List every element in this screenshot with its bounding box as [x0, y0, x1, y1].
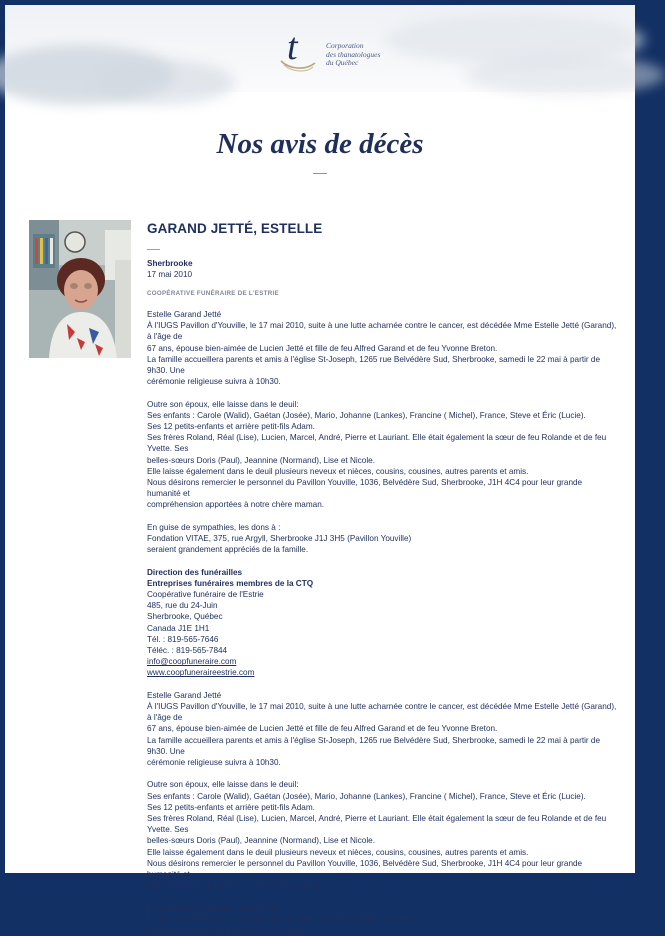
- email-link[interactable]: info@coopfuneraire.com: [147, 657, 237, 667]
- website-link[interactable]: www.coopfuneraireestrie.com: [147, 668, 255, 678]
- direction-title: Direction des funérailles: [147, 567, 243, 577]
- obituary-content: [147, 221, 617, 936]
- svg-text:t: t: [287, 26, 298, 68]
- obituary-city: Sherbrooke: [147, 259, 193, 268]
- title-divider: [313, 173, 327, 174]
- page-title: Nos avis de décès: [216, 128, 424, 160]
- ctq-logo-text: Corporation des thanatologues du Québec: [326, 41, 381, 67]
- obituary-date: 17 mai 2010: [147, 270, 193, 279]
- header-banner: [5, 5, 635, 92]
- deceased-name: GARAND JETTÉ, ESTELLE: [147, 221, 323, 236]
- name-divider: [147, 249, 160, 250]
- obituary-photo: [29, 220, 131, 358]
- ctq-logo-icon: [275, 25, 319, 75]
- page: [5, 5, 635, 936]
- obituary-text: Estelle Garand Jetté À l'IUGS Pavillon d'Youville, le 17 mai 2010, suite à une lutte acharnée contre le cancer, est décédée Mme Estelle Jetté (Garand), à l'âge de 67 ans, épouse bien-aimée de Lucien Jetté et fille de feu Alfred Garand et de feu Yvonne Breton. La famille accueillera parents et amis à l'église St-Joseph, 1265 rue Belvédère Sud, Sherbrooke, samedi le 22 mai à partir de 9h30. Une cérémonie religieuse suivra à 10h30. Outre son époux, elle laisse dans le deuil: Ses enfants : Carole (Walid), Gaétan (Josée), Mario, Johanne (Lankes), Francine ( Michel), France, Steve et Éric (Lucie). Ses 12 petits-enfants et arrière petit-fils Adam. Ses frères Roland, Réal (Lise), Lucien, Marcel, André, Pierre et Lauriant. Elle était également la sœur de feu Rolande et de feu Yvette. Ses belles-sœurs Doris (Paul), Jeannine (Normand), Lise et Nicole. Elle laisse également dans le deuil plusieurs neveux et nièces, cousins, cousines, autres parents et amis. Nous désirons remercier le personnel du Pavillon Youville, 1036, Belvédère Sud, Sherbrooke, J1H 4C4 pour leur grande humanité et compréhension apportées à notre chère maman. En guise de sympathies, les dons à : Fondation VITAE, 375, rue Argyll, Sherbrooke J1J 3H5 (Pavillon Youville) seraient grandement appréciés de la famille. Direction des funérailles Entreprises funéraires membres de la CTQ Coopérative funéraire de l'Estrie 485, rue du 24-Juin Sherbrooke, Québec Canada J1E 1H1 Tél. : 819-565-7646 Téléc. : 819-565-7844 info@coopfuneraire.com www.coopfuneraireestrie.com Estelle Garand Jetté À l'IUGS Pavillon d'Youville, le 17 mai 2010, suite à une lutte acharnée contre le cancer, est décédée Mme Estelle Jetté (Garand), à l'âge de 67 ans, épouse bien-aimée de Lucien Jetté et fille de feu Alfred Garand et de feu Yvonne Breton. La famille accueillera parents et amis à l'église St-Joseph, 1265 rue Belvédère Sud, Sherbrooke, samedi le 22 mai à partir de 9h30. Une cérémonie religieuse suivra à 10h30. Outre son époux, elle laisse dans le deuil: Ses enfants : Carole (Walid), Gaétan (Josée), Mario, Johanne (Lankes), Francine ( Michel), France, Steve et Éric (Lucie). Ses 12 petits-enfants et arrière petit-fils Adam. Ses frères Roland, Réal (Lise), Lucien, Marcel, André, Pierre et Lauriant. Elle était également la sœur de feu Rolande et de feu Yvette. Ses belles-sœurs Doris (Paul), Jeannine (Normand), Lise et Nicole. Elle laisse également dans le deuil plusieurs neveux et nièces, cousins, cousines, autres parents et amis. Nous désirons remercier le personnel du Pavillon Youville, 1036, Belvédère Sud, Sherbrooke, J1H 4C4 pour leur grande humanité et compréhension apportées à notre chère maman. En guise de sympathies, les dons à : Fondation VITAE, 375, rue Argyll, Sherbrooke J1J 3H5 (Pavillon Youville) seraient grandement appréciés de la famille.: [147, 310, 617, 936]
- ctq-logo[interactable]: [275, 25, 385, 75]
- cooperative-label: COOPÉRATIVE FUNÉRAIRE DE L'ESTRIE: [147, 290, 279, 297]
- direction-subtitle: Entreprises funéraires membres de la CTQ: [147, 578, 314, 588]
